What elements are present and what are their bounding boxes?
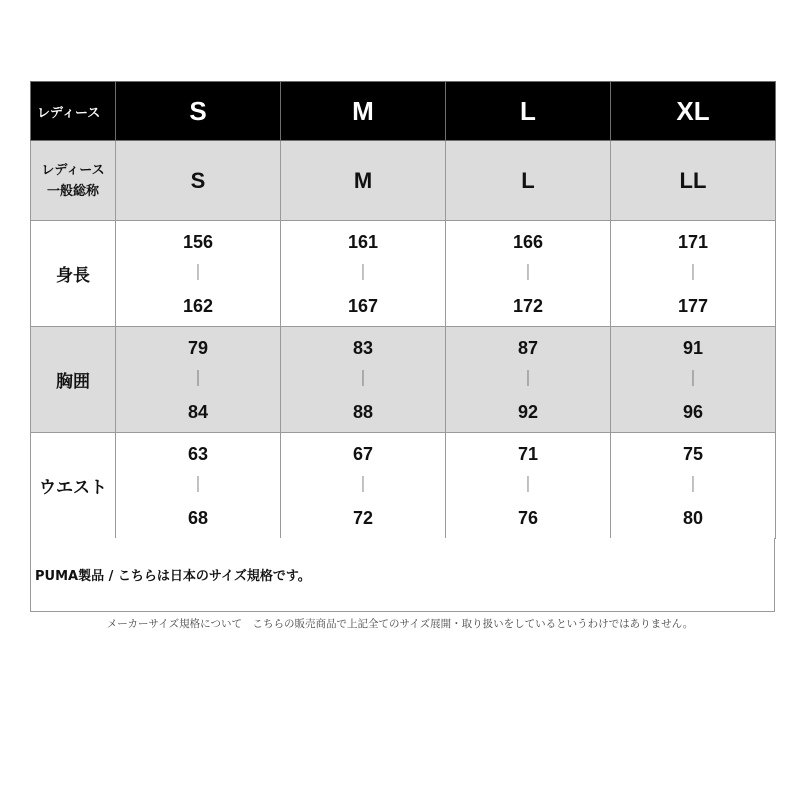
brand-note-box: [30, 538, 775, 612]
range-min: 171: [677, 231, 709, 252]
range-min: 67: [352, 443, 374, 464]
range-min: 161: [347, 231, 379, 252]
range-min: 156: [182, 231, 214, 252]
general-size-l: L: [446, 141, 611, 221]
general-label-line1: レディース: [41, 162, 105, 178]
range-separator: ｜: [684, 476, 701, 494]
general-label: [31, 141, 116, 221]
range-separator: ｜: [189, 476, 206, 494]
range-max: 88: [352, 401, 374, 422]
range-separator: ｜: [189, 370, 206, 388]
waist-cell-xl: [611, 433, 776, 539]
range-separator: ｜: [519, 264, 536, 282]
height-cell-l: [446, 221, 611, 327]
brand-note: PUMA製品 / こちらは日本のサイズ規格です。: [35, 569, 311, 584]
height-cell-xl: [611, 221, 776, 327]
waist-label: ウエスト: [31, 433, 116, 539]
range-min: 79: [187, 337, 209, 358]
general-label-line2: 一般総称: [46, 183, 99, 199]
general-size-m: M: [281, 141, 446, 221]
range-min: 83: [352, 337, 374, 358]
general-size-row: [31, 141, 776, 221]
range-separator: ｜: [519, 476, 536, 494]
size-disclaimer: メーカーサイズ規格について こちらの販売商品で上記全てのサイズ展開・取り扱いをしているというわけではありません。: [106, 618, 694, 630]
height-cell-m: [281, 221, 446, 327]
chest-cell-xl: [611, 327, 776, 433]
height-row: [31, 221, 776, 327]
waist-row: [31, 433, 776, 539]
range-separator: ｜: [354, 370, 371, 388]
header-row: [31, 82, 776, 141]
height-cell-s: [116, 221, 281, 327]
range-max: 72: [352, 507, 374, 528]
size-s-header: S: [116, 82, 281, 141]
range-min: 91: [682, 337, 704, 358]
range-max: 84: [187, 401, 209, 422]
waist-cell-l: [446, 433, 611, 539]
waist-cell-m: [281, 433, 446, 539]
range-min: 71: [517, 443, 539, 464]
range-min: 75: [682, 443, 704, 464]
chest-cell-l: [446, 327, 611, 433]
range-max: 68: [187, 507, 209, 528]
range-max: 76: [517, 507, 539, 528]
chest-label: 胸囲: [31, 327, 116, 433]
range-max: 177: [677, 295, 709, 316]
range-max: 167: [347, 295, 379, 316]
range-separator: ｜: [354, 476, 371, 494]
size-m-header: M: [281, 82, 446, 141]
chest-row: [31, 327, 776, 433]
range-separator: ｜: [189, 264, 206, 282]
height-label: 身長: [31, 221, 116, 327]
size-xl-header: XL: [611, 82, 776, 141]
range-max: 172: [512, 295, 544, 316]
general-size-s: S: [116, 141, 281, 221]
range-max: 162: [182, 295, 214, 316]
chest-cell-m: [281, 327, 446, 433]
range-max: 96: [682, 401, 704, 422]
range-separator: ｜: [354, 264, 371, 282]
general-size-ll: LL: [611, 141, 776, 221]
range-separator: ｜: [684, 370, 701, 388]
range-min: 166: [512, 231, 544, 252]
range-min: 63: [187, 443, 209, 464]
header-label: レディース: [31, 82, 116, 141]
range-min: 87: [517, 337, 539, 358]
waist-cell-s: [116, 433, 281, 539]
range-separator: ｜: [684, 264, 701, 282]
size-l-header: L: [446, 82, 611, 141]
range-separator: ｜: [519, 370, 536, 388]
size-chart-table: [30, 81, 776, 539]
chest-cell-s: [116, 327, 281, 433]
range-max: 80: [682, 507, 704, 528]
range-max: 92: [517, 401, 539, 422]
